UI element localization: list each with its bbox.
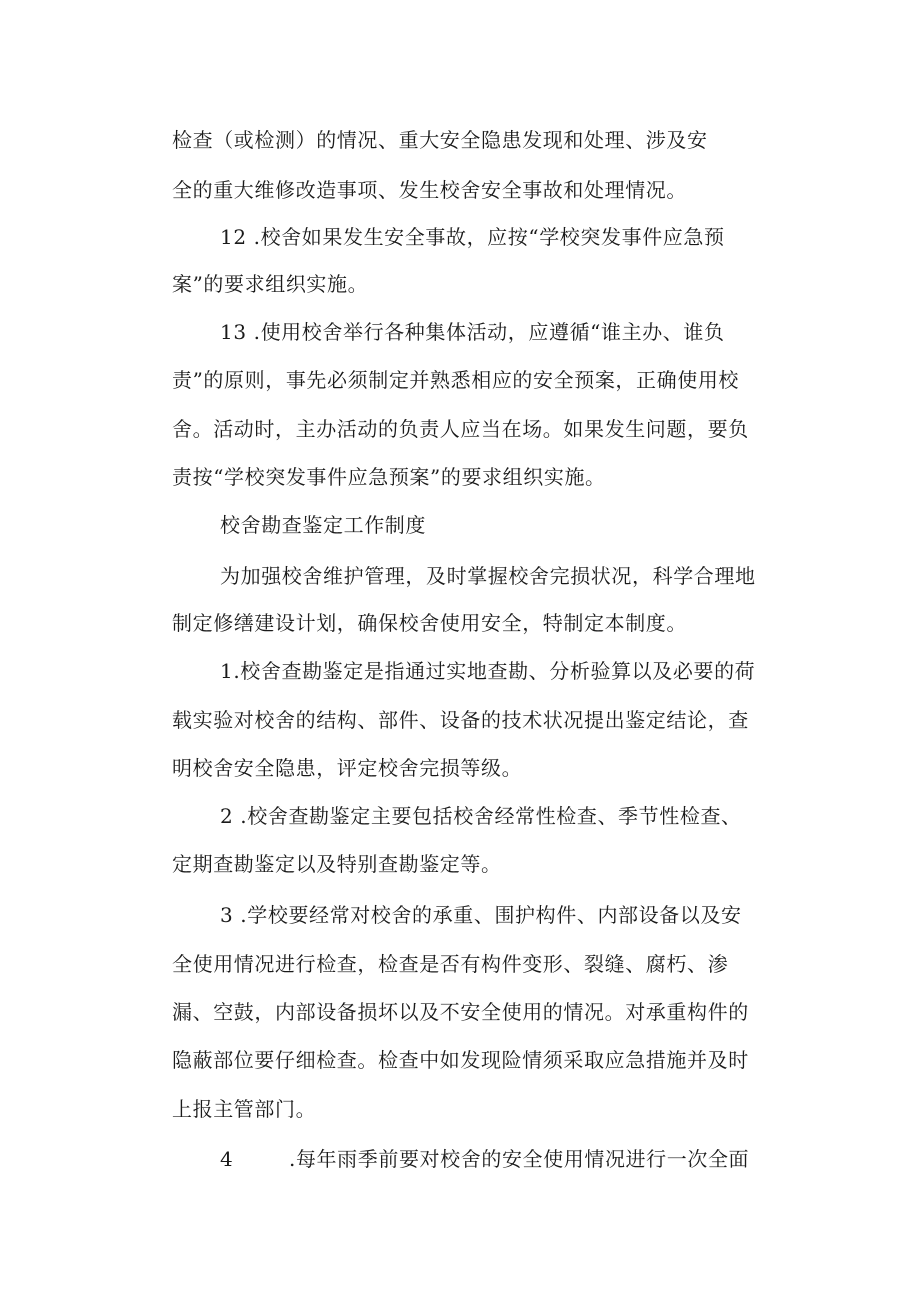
- text-line: 2 .校舍查勘鉴定主要包括校舍经常性检查、季节性检查、: [220, 804, 742, 828]
- text-line: 全的重大维修改造事项、发生校舍安全事故和处理情况。: [172, 178, 687, 202]
- text-line: 明校舍安全隐患，评定校舍完损等级。: [172, 756, 523, 780]
- text-line: 1.校舍查勘鉴定是指通过实地查勘、分析验算以及必要的荷: [220, 659, 756, 683]
- text-line: 3 .学校要经常对校舍的承重、围护构件、内部设备以及安: [220, 903, 742, 927]
- text-line: 案”的要求组织实施。: [172, 272, 369, 296]
- section-title: 校舍勘查鉴定工作制度: [220, 513, 426, 537]
- text-line: 全使用情况进行检查，检查是否有构件变形、裂缝、腐朽、渗: [172, 952, 729, 976]
- text-line: 隐蔽部位要仔细检查。检查中如发现险情须采取应急措施并及时: [172, 1048, 749, 1072]
- text-line: 4 .每年雨季前要对校舍的安全使用情况进行一次全面: [220, 1147, 750, 1171]
- text-line: 责按“学校突发事件应急预案”的要求组织实施。: [172, 465, 606, 489]
- text-line: 制定修缮建设计划，确保校舍使用安全，特制定本制度。: [172, 611, 687, 635]
- text-line: 13 .使用校舍举行各种集体活动，应遵循“谁主办、谁负: [220, 320, 725, 344]
- text-line: 漏、空鼓，内部设备损坏以及不安全使用的情况。对承重构件的: [172, 1000, 749, 1024]
- text-line: 舍。活动时，主办活动的负责人应当在场。如果发生问题，要负: [172, 417, 749, 441]
- text-line: 检查（或检测）的情况、重大安全隐患发现和处理、涉及安: [172, 128, 708, 152]
- text-line: 责”的原则，事先必须制定并熟悉相应的安全预案，正确使用校: [172, 368, 740, 392]
- text-line: 上报主管部门。: [172, 1097, 317, 1121]
- text-line: 为加强校舍维护管理，及时掌握校舍完损状况，科学合理地: [220, 564, 756, 588]
- text-line: 定期查勘鉴定以及特别查勘鉴定等。: [172, 852, 502, 876]
- text-line: 载实验对校舍的结构、部件、设备的技术状况提出鉴定结论，查: [172, 708, 749, 732]
- text-line: 12 .校舍如果发生安全事故，应按“学校突发事件应急预: [220, 225, 725, 249]
